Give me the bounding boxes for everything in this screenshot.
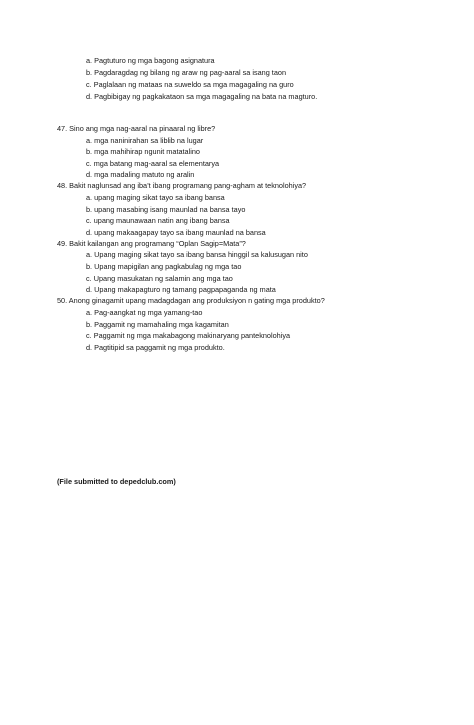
option-a: a. Pagtuturo ng mga bagong asignatura — [86, 56, 215, 65]
option-b: b. Upang mapigilan ang pagkabulag ng mga tao — [86, 262, 242, 271]
option-a: a. upang maging sikat tayo sa ibang bansa — [86, 193, 225, 202]
option-a: a. Upang maging sikat tayo sa ibang bansa hinggil sa kalusugan nito — [86, 250, 308, 259]
option-c: c. Paglalaan ng mataas na suweldo sa mga magagaling na guro — [86, 80, 294, 89]
question-text: 48. Bakit naglunsad ang iba’t ibang programang pang-agham at teknolohiya? — [57, 181, 307, 190]
option-d: d. upang makaagapay tayo sa ibang maunlad na bansa — [86, 228, 266, 237]
option-c: c. mga batang mag-aaral sa elementarya — [86, 159, 220, 168]
option-c: c. Paggamit ng mga makabagong makinaryang panteknolohiya — [86, 331, 291, 340]
option-b: b. upang masabing isang maunlad na bansa tayo — [86, 205, 246, 214]
option-d: d. Pagbibigay ng pagkakataon sa mga magagaling na bata na magturo. — [86, 92, 318, 101]
question-text: 47. Sino ang mga nag-aaral na pinaaral ng libre? — [57, 124, 216, 133]
option-d: d. mga madaling matuto ng aralin — [86, 170, 195, 179]
option-c: c. upang maunawaan natin ang ibang bansa — [86, 216, 230, 225]
option-d: d. Upang makapagturo ng tamang pagpapaganda ng mata — [86, 285, 276, 294]
question-text: 50. Anong ginagamit upang madagdagan ang produksiyon n gating mga produkto? — [57, 296, 325, 305]
footer-note: (File submitted to depedclub.com) — [57, 477, 176, 486]
option-b: b. Paggamit ng mamahaling mga kagamitan — [86, 320, 229, 329]
option-c: c. Upang masukatan ng salamin ang mga tao — [86, 274, 233, 283]
option-b: b. mga mahihirap ngunit matatalino — [86, 147, 200, 156]
option-b: b. Pagdaragdag ng bilang ng araw ng pag-aaral sa isang taon — [86, 68, 287, 77]
question-text: 49. Bakit kailangan ang programang “Oplan Sagip=Mata”? — [57, 239, 246, 248]
option-a: a. mga naninirahan sa liblib na lugar — [86, 136, 204, 145]
option-d: d. Pagtitipid sa paggamit ng mga produkto. — [86, 343, 225, 352]
option-a: a. Pag-aangkat ng mga yamang-tao — [86, 308, 203, 317]
